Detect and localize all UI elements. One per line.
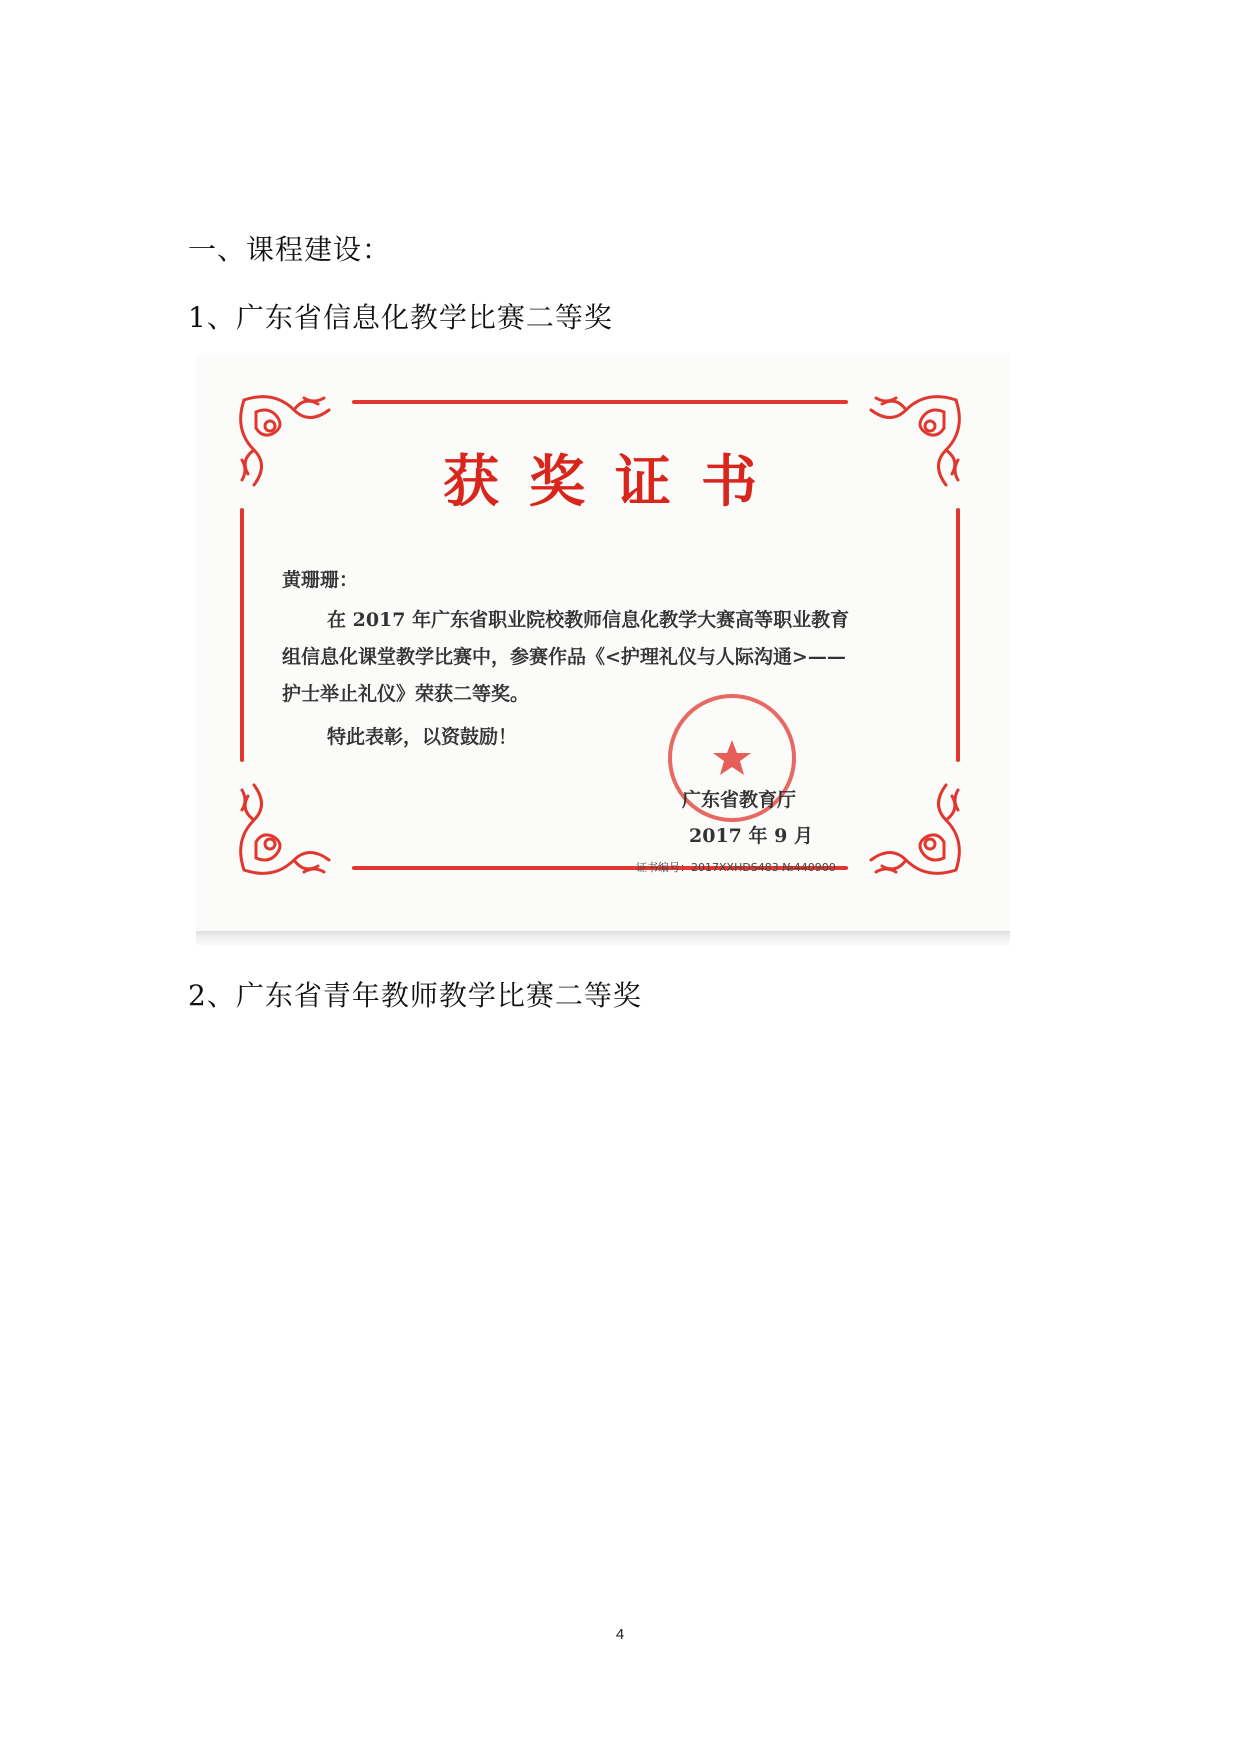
certificate	[234, 390, 966, 880]
certificate-body-line: 在 2017 年广东省职业院校教师信息化教学大赛高等职业教育	[327, 609, 850, 631]
page-number: 4	[615, 1626, 625, 1643]
certificate-date: 2017 年 9 月	[689, 825, 813, 847]
certificate-body-line: 护士举止礼仪》荣获二等奖。	[282, 683, 530, 705]
certificate-title: 获奖证书	[443, 449, 787, 515]
certificate-commendation: 特此表彰，以资鼓励！	[327, 726, 518, 748]
certificate-issuer: 广东省教育厅	[682, 789, 797, 811]
certificate-body-line: 组信息化课堂教学比赛中，参赛作品《<护理礼仪与人际沟通>——	[282, 646, 846, 668]
photo-edge	[196, 931, 1010, 945]
certificate-number: 证书编号：2017XXHDS483 №440900	[636, 861, 836, 874]
certificate-photo	[196, 355, 1010, 945]
certificate-recipient: 黄珊珊：	[282, 569, 359, 591]
section-heading: 一、课程建设：	[188, 233, 392, 266]
item2-heading: 2、广东省青年教师教学比赛二等奖	[188, 979, 642, 1012]
item1-heading: 1、广东省信息化教学比赛二等奖	[188, 301, 613, 334]
certificate-body	[282, 602, 912, 713]
